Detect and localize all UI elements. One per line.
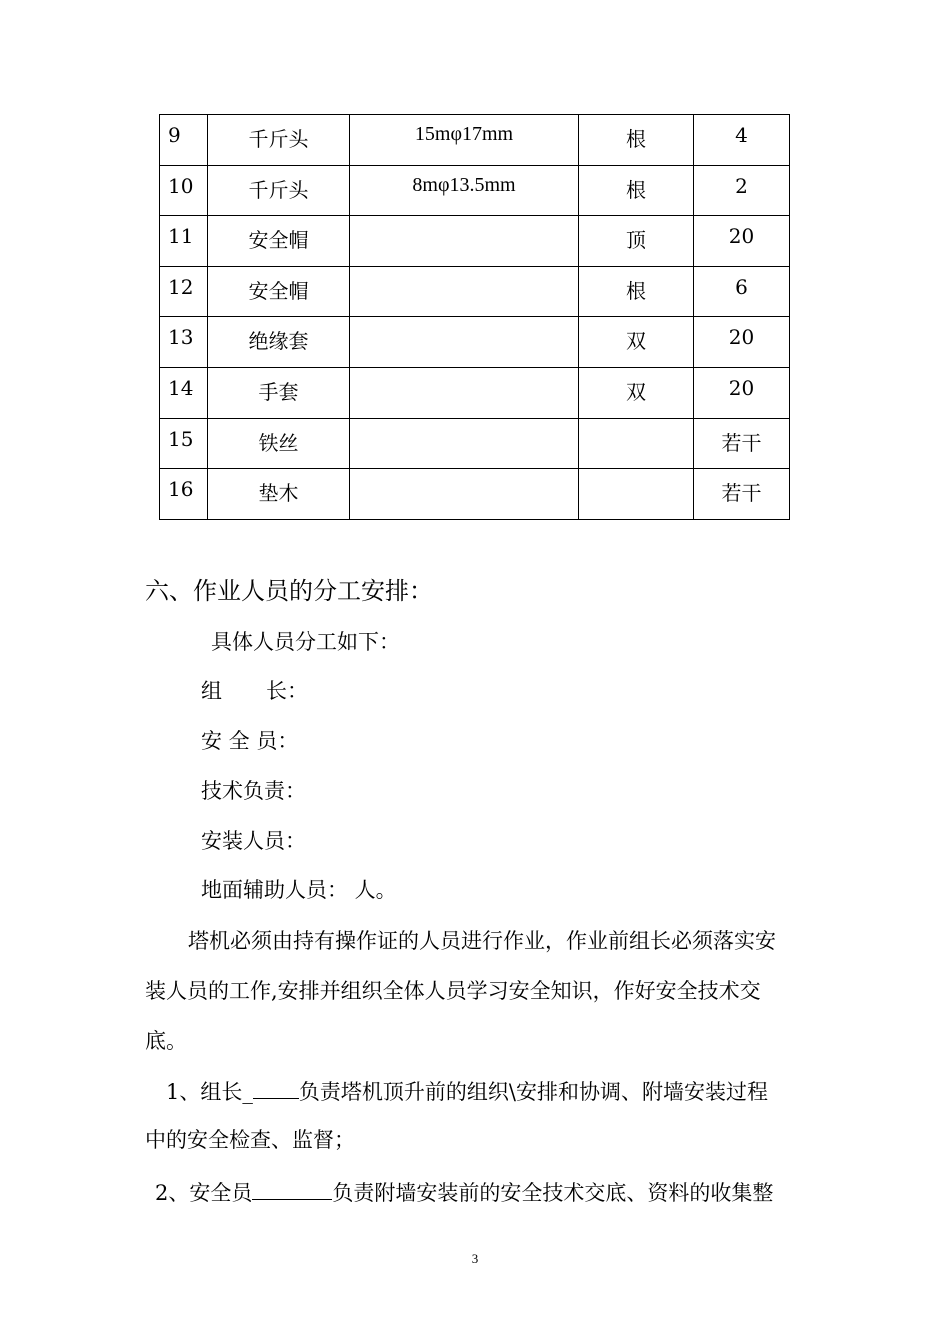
row-number-cell: [160, 165, 208, 216]
paragraph-line-1: 塔机必须由持有操作证的人员进行作业，作业前组长必须落实安: [188, 929, 776, 953]
item-unit: 双: [626, 379, 646, 404]
item-1-line-2: 中的安全检查、监督；: [145, 1128, 355, 1152]
item-quantity-cell: [694, 216, 790, 267]
item-name: 手套: [258, 379, 299, 404]
table-row: [160, 216, 790, 267]
item-spec: 8mφ13.5mm: [412, 173, 516, 196]
item-spec: [350, 317, 578, 325]
item-spec-cell: [350, 266, 579, 317]
role-leader: [201, 681, 308, 702]
item-name: 垫木: [258, 481, 299, 506]
table-row: [160, 165, 790, 216]
item-name-cell: [208, 317, 350, 368]
item-name-cell: [208, 115, 350, 166]
item-quantity-cell: [694, 165, 790, 216]
row-number: 16: [168, 477, 194, 502]
item-2-prefix: 2、安全员: [155, 1181, 253, 1205]
item-unit-cell: [579, 418, 694, 469]
row-number: 9: [168, 123, 181, 147]
item-quantity: 20: [728, 325, 755, 350]
item-spec: [350, 267, 578, 275]
item-quantity: 2: [735, 173, 748, 198]
item-name: 千斤头: [248, 127, 309, 151]
row-number-cell: [160, 216, 208, 267]
item-spec-cell: [350, 418, 579, 469]
table-row: [160, 469, 790, 520]
item-unit-cell: [579, 266, 694, 317]
item-unit-cell: [579, 115, 694, 166]
item-unit-cell: [579, 367, 694, 418]
item-2: [155, 1181, 773, 1204]
table-row: [160, 367, 790, 418]
item-quantity-cell: [694, 367, 790, 418]
item-spec: [350, 469, 578, 477]
role-leader-a: 组: [201, 679, 222, 703]
item-spec-cell: [350, 367, 579, 418]
row-number: 10: [168, 173, 194, 198]
item-spec: [350, 419, 578, 427]
item-1-blank: [253, 1080, 299, 1099]
item-unit: 根: [626, 177, 646, 202]
table-row: [160, 418, 790, 469]
item-spec-cell: [350, 469, 579, 520]
item-1: [166, 1080, 768, 1103]
item-name-cell: [208, 418, 350, 469]
paragraph-line-2: 装人员的工作,安排并组织全体人员学习安全知识，作好安全技术交: [145, 979, 761, 1003]
item-spec-cell: [350, 115, 579, 166]
item-spec-cell: [350, 317, 579, 368]
row-number-cell: [160, 115, 208, 166]
paragraph-line-3: 底。: [145, 1029, 187, 1053]
item-name-cell: [208, 216, 350, 267]
item-quantity: 6: [735, 274, 748, 299]
role-install: 安装人员：: [201, 829, 306, 853]
item-quantity-cell: [694, 317, 790, 368]
item-unit: [579, 419, 693, 427]
role-leader-b: 长：: [266, 679, 308, 703]
item-spec: [350, 368, 578, 376]
row-number-cell: [160, 469, 208, 520]
row-number-cell: [160, 317, 208, 368]
item-unit: 双: [626, 329, 646, 354]
item-name: 铁丝: [258, 430, 299, 455]
item-unit-cell: [579, 216, 694, 267]
row-number-cell: [160, 266, 208, 317]
item-2-blank: [252, 1181, 332, 1200]
item-unit: [579, 469, 693, 477]
item-spec: 15mφ17mm: [414, 123, 514, 145]
item-2-text: 负责附墙安装前的安全技术交底、资料的收集整: [332, 1181, 774, 1205]
materials-table: [159, 114, 790, 520]
item-unit-cell: [579, 469, 694, 520]
item-unit: 顶: [626, 228, 646, 253]
table-row: [160, 266, 790, 317]
item-name: 千斤头: [248, 177, 309, 202]
item-spec-cell: [350, 216, 579, 267]
section-heading: 六、作业人员的分工安排：: [145, 577, 433, 605]
page-number: 3: [471, 1251, 479, 1266]
item-unit: 根: [626, 278, 646, 303]
item-quantity: 若干: [721, 430, 762, 455]
item-quantity-cell: [694, 115, 790, 166]
item-1-prefix: 1、组长: [166, 1080, 243, 1104]
item-name-cell: [208, 469, 350, 520]
role-safety: 安 全 员：: [201, 729, 299, 753]
item-quantity-cell: [694, 418, 790, 469]
row-number-cell: [160, 418, 208, 469]
item-1-mark: _: [242, 1080, 253, 1104]
item-name-cell: [208, 266, 350, 317]
item-1-text: 负责塔机顶升前的组织\安排和协调、附墙安装过程: [298, 1080, 768, 1104]
item-name: 安全帽: [248, 278, 309, 303]
item-quantity: 若干: [721, 481, 762, 506]
item-quantity: 4: [735, 123, 748, 147]
item-name-cell: [208, 367, 350, 418]
row-number: 14: [168, 375, 194, 400]
item-unit-cell: [579, 317, 694, 368]
table-row: [160, 317, 790, 368]
item-quantity: 20: [728, 224, 755, 249]
item-unit: 根: [626, 127, 646, 151]
intro-text: 具体人员分工如下：: [211, 630, 400, 654]
item-quantity-cell: [694, 469, 790, 520]
item-quantity-cell: [694, 266, 790, 317]
item-name: 绝缘套: [248, 329, 309, 354]
item-spec-cell: [350, 165, 579, 216]
row-number-cell: [160, 367, 208, 418]
item-name: 安全帽: [248, 228, 309, 253]
row-number: 11: [168, 224, 194, 249]
role-ground: 地面辅助人员： 人。: [201, 878, 397, 902]
row-number: 15: [168, 426, 194, 451]
item-name-cell: [208, 165, 350, 216]
row-number: 12: [168, 274, 194, 299]
item-quantity: 20: [728, 375, 755, 400]
table-row: [160, 115, 790, 166]
item-unit-cell: [579, 165, 694, 216]
role-tech: 技术负责：: [201, 779, 306, 803]
row-number: 13: [168, 325, 194, 350]
item-spec: [350, 216, 578, 224]
